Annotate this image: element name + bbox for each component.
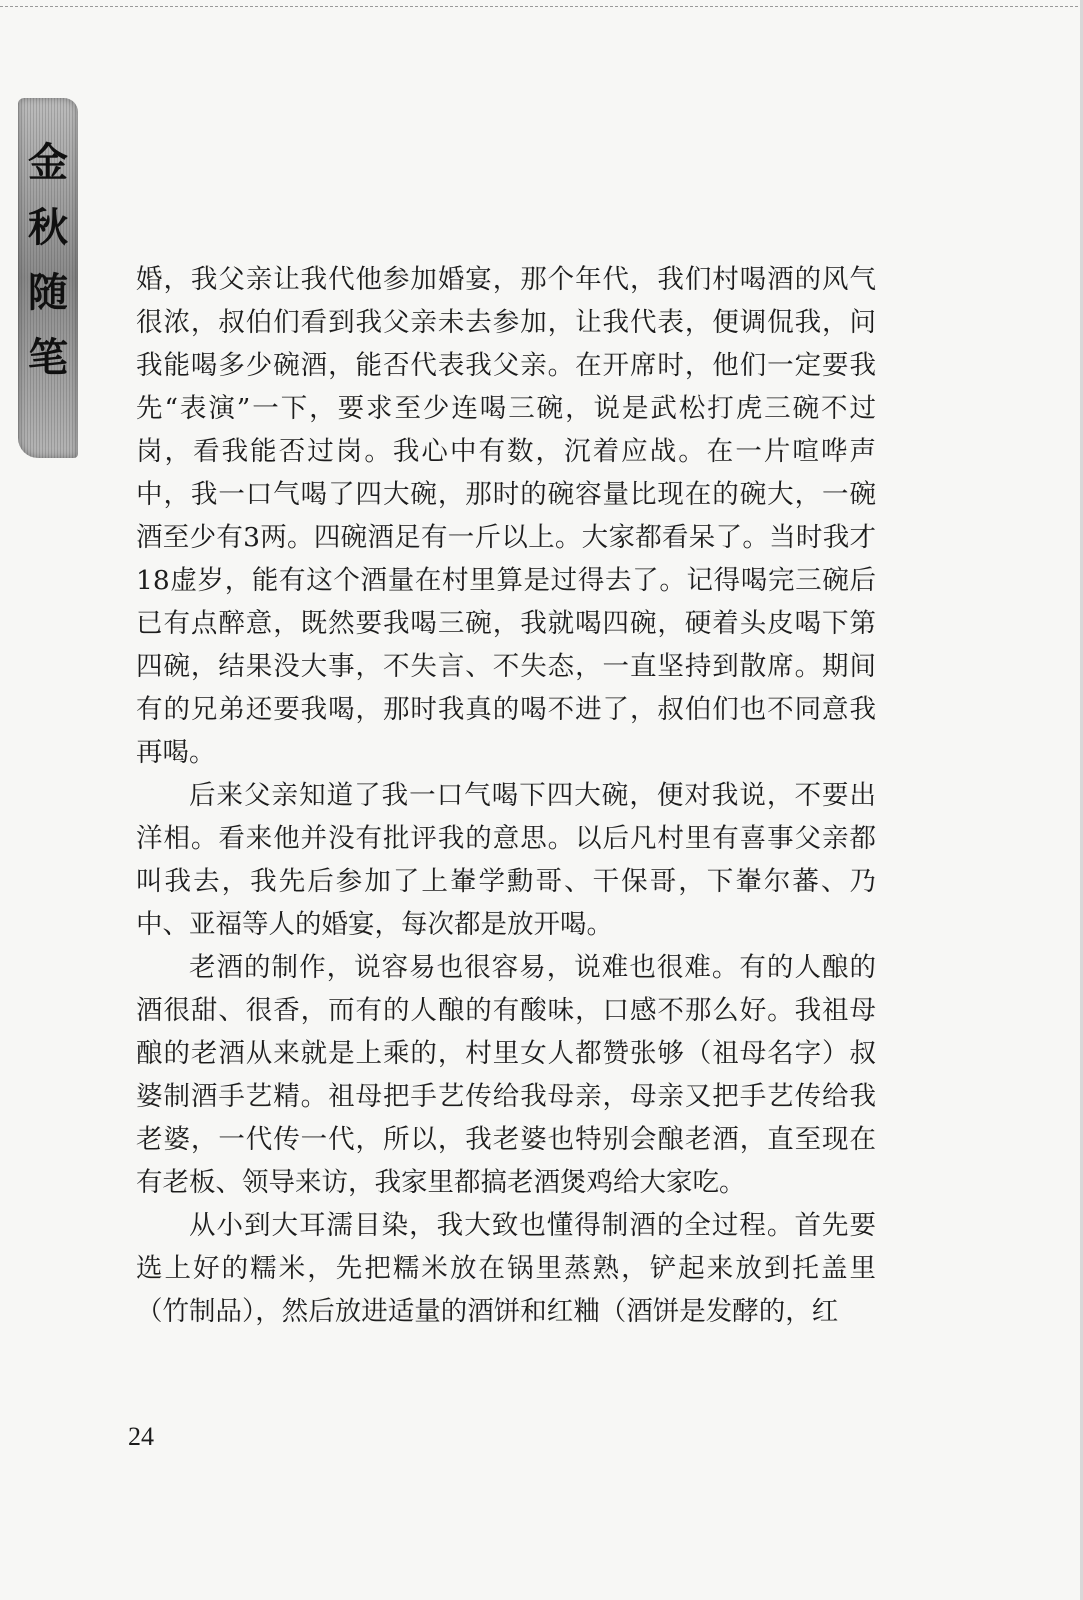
paragraph-1: 婚，我父亲让我代他参加婚宴，那个年代，我们村喝酒的风气很浓，叔伯们看到我父亲未去参加，让我代表，便调侃我，问我能喝多少碗酒，能否代表我父亲。在开席时，他们一定要我先“表演”一下，要求至少连喝三碗，说是武松打虎三碗不过岗，看我能否过岗。我心中有数，沉着应战。在一片喧哗声中，我一口气喝了四大碗，那时的碗容量比现在的碗大，一碗酒至少有3两。四碗酒足有一斤以上。大家都看呆了。当时我才18虚岁，能有这个酒量在村里算是过得去了。记得喝完三碗后已有点醉意，既然要我喝三碗，我就喝四碗，硬着头皮喝下第四碗，结果没大事，不失言、不失态，一直坚持到散席。期间有的兄弟还要我喝，那时我真的喝不进了，叔伯们也不同意我再喝。: [136, 264, 876, 768]
paragraph-2: 后来父亲知道了我一口气喝下四大碗，便对我说，不要出洋相。看来他并没有批评我的意思。以后凡村里有喜事父亲都叫我去，我先后参加了上輋学勳哥、干保哥，下輋尔蕃、乃中、亚福等人的婚宴，每次都是放开喝。: [136, 780, 876, 940]
top-rule: [0, 6, 1083, 7]
page-number: 24: [128, 1422, 154, 1451]
side-title-char-1: 金: [28, 139, 68, 186]
paragraph-3: 老酒的制作，说容易也很容易，说难也很难。有的人酿的酒很甜、很香，而有的人酿的有酸味，口感不那么好。我祖母酿的老酒从来就是上乘的，村里女人都赞张够（祖母名字）叔婆制酒手艺精。祖母把手艺传给我母亲，母亲又把手艺传给我老婆，一代传一代，所以，我老婆也特别会酿老酒，直至现在有老板、领导来访，我家里都搞老酒煲鸡给大家吃。: [136, 952, 876, 1198]
side-title-char-2: 秋: [28, 204, 68, 251]
page-body-text: [136, 258, 876, 1333]
side-title-char-3: 随: [28, 269, 68, 316]
side-title-char-4: 笔: [28, 334, 68, 381]
side-title-banner: [18, 98, 78, 458]
paragraph-4: 从小到大耳濡目染，我大致也懂得制酒的全过程。首先要选上好的糯米，先把糯米放在锅里蒸熟，铲起来放到托盖里（竹制品），然后放进适量的酒饼和红粬（酒饼是发酵的，红: [136, 1210, 876, 1327]
